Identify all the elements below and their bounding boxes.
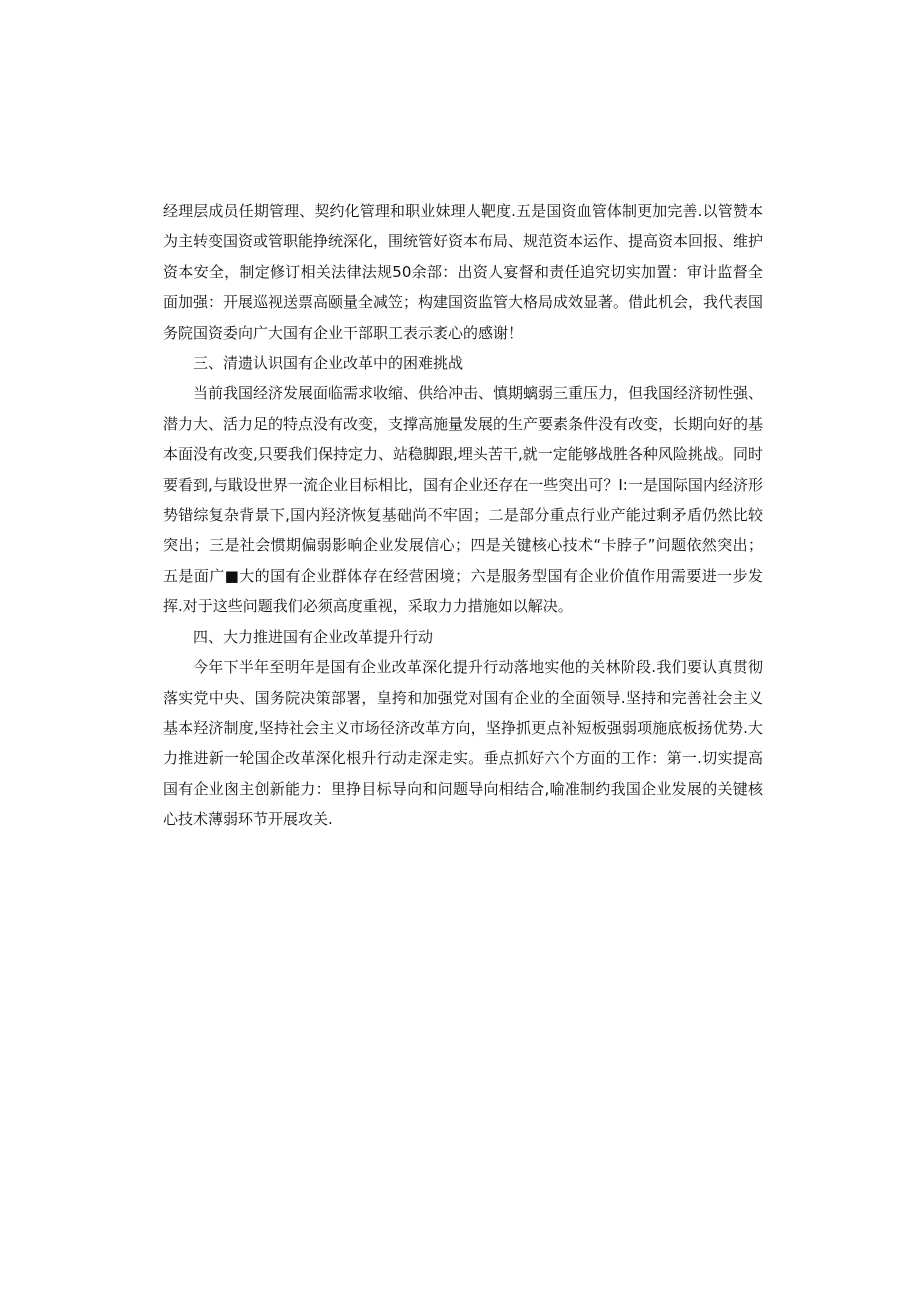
continuation-paragraph: 经理层成员任期管理、契约化管理和职业妹理人靶度.五是国资血管体制更加完善.以管赞本为主转变国资或管职能挣统深化，围统管好资本布局、规范资本运作、提高资本回报、维护资本安全，制定修订相关法律法规50余部：出资人宴督和责任追究切实加置：审计监督全面加强：开展巡视送票高颐量全减笠；构建国资监管大格局成效显著。借此机会，我代表国务院国资委向广大国有企业干部职工表示袤心的感谢！	[163, 202, 764, 342]
body-paragraph-challenges: 当前我国经济发展面临需求收缩、供给冲击、慎期螭弱三重压力，但我国经济韧性强、潜力大、活力足的特点没有改变，支撑高施量发展的生产要素条件没有改变，长期向好的基本面没有改变,只要我们保持定力、站稳脚跟,埋头苦干,就一定能够战胜各种风险挑战。同时要看到,与戢设世界一流企业目标相比，国有企业还存在一些突出可？I:一是国际国内经济形势错综复杂背景下,国内羟济恢复基础尚不牢固；二是部分重点行业产能过剩矛盾仍然比较突出；三是社会惯期偏弱影晌企业发展信心；四是关键核心技术“卡脖子”问题依然突出；五是面广■大的国有企业群体存在经营困境；六是服务型国有企业价值作用需要进一步发挥.对于这些问题我们必须高度重视，采取力力措施如以解决。	[163, 384, 764, 616]
body-paragraph-reform-action: 今年下半年至明年是国有企业改革深化提升行动落地实他的关林阶段.我们要认真贯彻落实党中央、国务院决策部署，皇挎和加强党对国有企业的全面领导.坚持和完善社会主义基本羟济制度,坚持社会主义市场径济改革方向，坚挣抓更点补短板强弱项施底板扬优势.大力推进新一轮国企改革深化根升行动走深走实。垂点抓好六个方面的工作：第一.切实提高国有企业囪主创新能力：里挣目标导向和问题导向相结合,喻准制约我国企业发展的关键核心技术薄弱环节开展攻关.	[163, 658, 763, 829]
section-heading-four: 四、大力推进国有企业改革提升行动	[193, 627, 434, 646]
section-heading-three: 三、清遗认识国有企业改革中的困难挑战	[193, 354, 464, 373]
document-body	[163, 196, 763, 835]
